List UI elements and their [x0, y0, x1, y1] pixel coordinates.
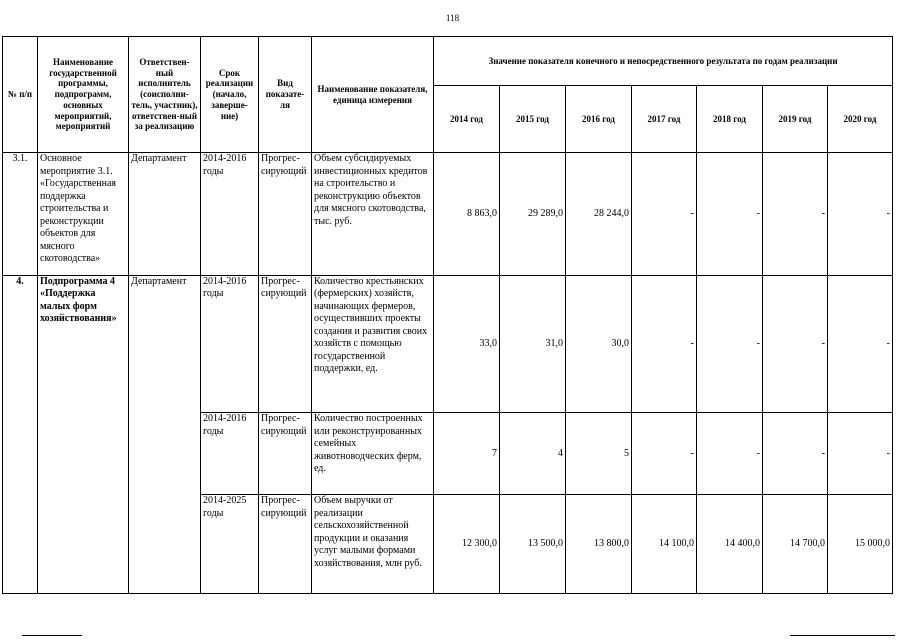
row-value: - — [828, 413, 893, 495]
row-value: - — [697, 275, 763, 412]
row-indicator: Количество крестьянских (фермерских) хозяйств, начинающих фермеров, осуществивших проекты создания и развития своих хозяйств с помощью государственной поддержки, ед. — [312, 275, 434, 412]
row-num: 3.1. — [3, 153, 38, 276]
header-executor: Ответствен-ный исполнитель (соисполни-тель, участник), ответствен-ный за реализацию — [129, 37, 201, 153]
row-value: - — [697, 413, 763, 495]
row-value: 14 400,0 — [697, 495, 763, 594]
row-name: Подпрограмма 4 «Поддержка малых форм хозяйствования» — [38, 275, 129, 593]
row-type: Прогрес-сирующий — [259, 275, 312, 412]
row-name: Основное мероприятие 3.1. «Государственная поддержка строительства и реконструкции объектов для мясного скотоводства» — [38, 153, 129, 276]
row-value: 13 500,0 — [500, 495, 566, 594]
row-period: 2014-2016 годы — [201, 413, 259, 495]
header-year: 2019 год — [763, 86, 828, 153]
header-year: 2016 год — [566, 86, 632, 153]
row-period: 2014-2025 годы — [201, 495, 259, 594]
row-indicator: Объем выручки от реализации сельскохозяйственной продукции и оказания услуг малыми формами хозяйствования, млн руб. — [312, 495, 434, 594]
row-value: 7 — [434, 413, 500, 495]
header-indicator: Наименование показателя, единица измерения — [312, 37, 434, 153]
footer-rule-right — [790, 635, 895, 636]
page-number: 118 — [445, 13, 460, 23]
row-value: 14 700,0 — [763, 495, 828, 594]
row-value: 5 — [566, 413, 632, 495]
header-year: 2018 год — [697, 86, 763, 153]
row-value: - — [632, 275, 697, 412]
header-year: 2017 год — [632, 86, 697, 153]
row-executor: Департамент — [129, 153, 201, 276]
row-value: - — [828, 275, 893, 412]
header-num: № п/п — [3, 37, 38, 153]
header-year: 2020 год — [828, 86, 893, 153]
row-value: - — [763, 275, 828, 412]
row-value: 8 863,0 — [434, 153, 500, 276]
table-row — [3, 275, 893, 412]
row-value: - — [763, 153, 828, 276]
header-year: 2015 год — [500, 86, 566, 153]
row-type: Прогрес-сирующий — [259, 495, 312, 594]
row-indicator: Количество построенных или реконструированных семейных животноводческих ферм, ед. — [312, 413, 434, 495]
row-value: 13 800,0 — [566, 495, 632, 594]
row-period: 2014-2016 годы — [201, 153, 259, 276]
row-value: 33,0 — [434, 275, 500, 412]
row-value: 28 244,0 — [566, 153, 632, 276]
row-executor: Департамент — [129, 275, 201, 593]
row-value: 15 000,0 — [828, 495, 893, 594]
header-type: Вид показате-ля — [259, 37, 312, 153]
row-value: - — [763, 413, 828, 495]
header-name: Наименование государственной программы, подпрограмм, основных мероприятий, мероприятий — [38, 37, 129, 153]
header-year: 2014 год — [434, 86, 500, 153]
row-value: - — [632, 153, 697, 276]
header-row-top — [3, 37, 893, 86]
row-value: - — [828, 153, 893, 276]
row-period: 2014-2016 годы — [201, 275, 259, 412]
row-value: 4 — [500, 413, 566, 495]
row-value: 14 100,0 — [632, 495, 697, 594]
row-type: Прогрес-сирующий — [259, 153, 312, 276]
row-value: 29 289,0 — [500, 153, 566, 276]
row-type: Прогрес-сирующий — [259, 413, 312, 495]
row-indicator: Объем субсидируемых инвестиционных кредитов на строительство и реконструкцию объектов для мясного скотоводства, тыс. руб. — [312, 153, 434, 276]
row-value: 30,0 — [566, 275, 632, 412]
row-value: 31,0 — [500, 275, 566, 412]
row-num: 4. — [3, 275, 38, 593]
row-value: 12 300,0 — [434, 495, 500, 594]
indicators-table — [2, 36, 893, 594]
header-period: Срок реализации (начало, заверше-ние) — [201, 37, 259, 153]
footer-rule-left — [22, 635, 82, 636]
header-values: Значение показателя конечного и непосредственного результата по годам реализации — [434, 37, 893, 86]
row-value: - — [632, 413, 697, 495]
row-value: - — [697, 153, 763, 276]
table-row — [3, 153, 893, 276]
